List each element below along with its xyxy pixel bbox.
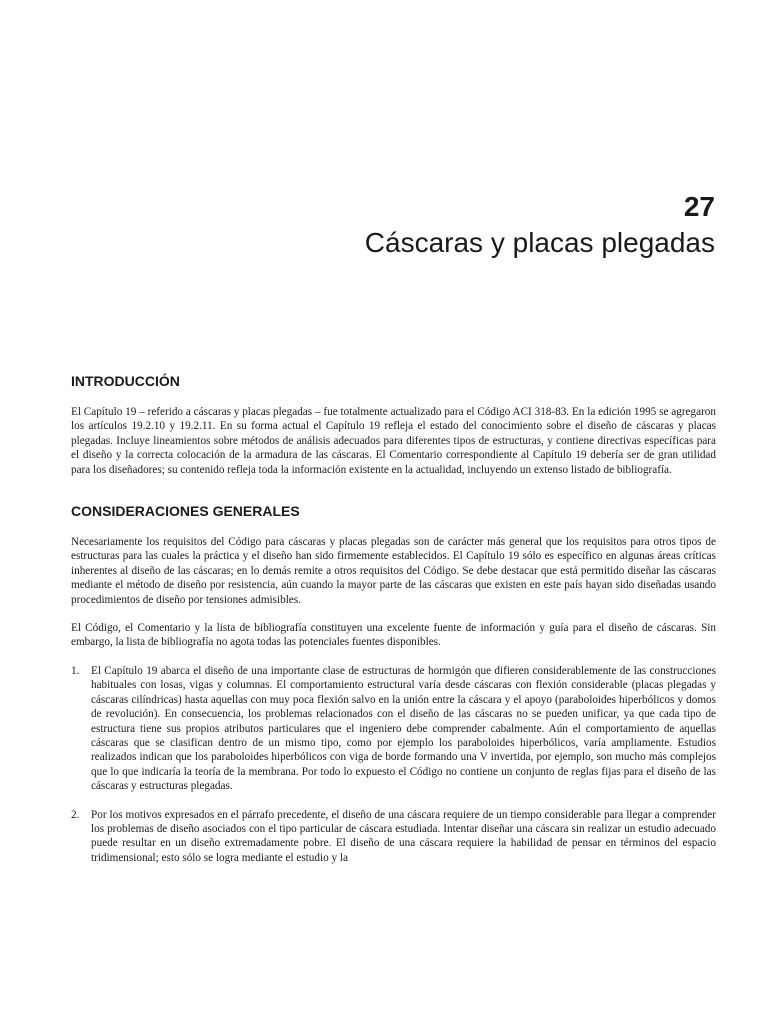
section-heading-consideraciones: CONSIDERACIONES GENERALES [71, 503, 300, 520]
chapter-number: 27 [683, 191, 715, 222]
list-item [71, 808, 716, 866]
paragraph-consideraciones-1: Necesariamente los requisitos del Código para cáscaras y placas plegadas son de carácter más general que los requisitos para otros tipos de estructuras para las cuales la práctica y el diseño han sido firmemente establecidos. El Capítulo 19 sólo es específico en algunas áreas críticas inherentes al diseño de las cáscaras; en lo demás remite a otros requisitos del Código. Se debe destacar que está permitido diseñar las cáscaras mediante el método de diseño por resistencia, aún cuando la mayor parte de las cáscaras que existen en este país hayan sido diseñadas usando procedimientos de diseño por tensiones admisibles. [71, 536, 716, 606]
chapter-title: Cáscaras y placas plegadas [364, 227, 715, 258]
paragraph-consideraciones-2: El Código, el Comentario y la lista de bibliografía constituyen una excelente fuente de información y guía para el diseño de cáscaras. Sin embargo, la lista de bibliografía no agota todas las potenciales fuentes disponibles. [71, 622, 716, 649]
list-item-number: 1. [71, 664, 80, 677]
list-item [71, 664, 716, 794]
list-item-text: Por los motivos expresados en el párrafo precedente, el diseño de una cáscara requiere de un tiempo considerable para llegar a comprender los problemas de diseño asociados con el tipo particular de cáscara estudiada. Intentar diseñar una cáscara sin realizar un estudio adecuado puede resultar en un diseño extremadamente pobre. El diseño de una cáscara requiere la habilidad de pensar en términos del espacio tridimensional; esto sólo se logra mediante el estudio y la [91, 808, 716, 864]
paragraph-introduccion: El Capítulo 19 – referido a cáscaras y placas plegadas – fue totalmente actualizado para el Código ACI 318-83. En la edición 1995 se agregaron los artículos 19.2.10 y 19.2.11. En su forma actual el Capítulo 19 refleja el estado del conocimiento sobre el diseño de cáscaras y placas plegadas. Incluye lineamientos sobre métodos de análisis adecuados para diferentes tipos de estructuras, y contiene directivas específicas para el diseño y la correcta colocación de la armadura de las cáscaras. El Comentario correspondiente al Capítulo 19 debería ser de gran utilidad para los diseñadores; su contenido refleja toda la información existente en la actualidad, incluyendo un extenso listado de bibliografía. [71, 406, 716, 476]
page-content [71, 372, 716, 865]
list-item-text: El Capítulo 19 abarca el diseño de una importante clase de estructuras de hormigón que difieren considerablemente de las construcciones habituales con losas, vigas y columnas. El comportamiento estructural varía desde cáscaras con flexión considerable (placas plegadas y cáscaras cilíndricas) hasta aquellas con muy poca flexión salvo en la unión entre la cáscara y el apoyo (paraboloides hiperbólicos y domos de revolución). En consecuencia, los problemas relacionados con el diseño de las cáscaras no se pueden unificar, ya que cada tipo de estructura tiene sus propios atributos particulares que el ingeniero debe comprender cabalmente. Aún el comportamiento de aquellas cáscaras que se clasifican dentro de un mismo tipo, como por ejemplo los paraboloides hiperbólicos, varía ampliamente. Estudios realizados indican que los paraboloides hiperbólicos con viga de borde formando una V invertida, por ejemplo, son mucho más complejos que lo que indicaría la teoría de la membrana. Por todo lo expuesto el Código no contiene un conjunto de reglas fijas para el diseño de las cáscaras y estructuras plegadas. [91, 664, 716, 793]
list-item-number: 2. [71, 808, 80, 821]
section-heading-introduccion: INTRODUCCIÓN [71, 373, 180, 389]
